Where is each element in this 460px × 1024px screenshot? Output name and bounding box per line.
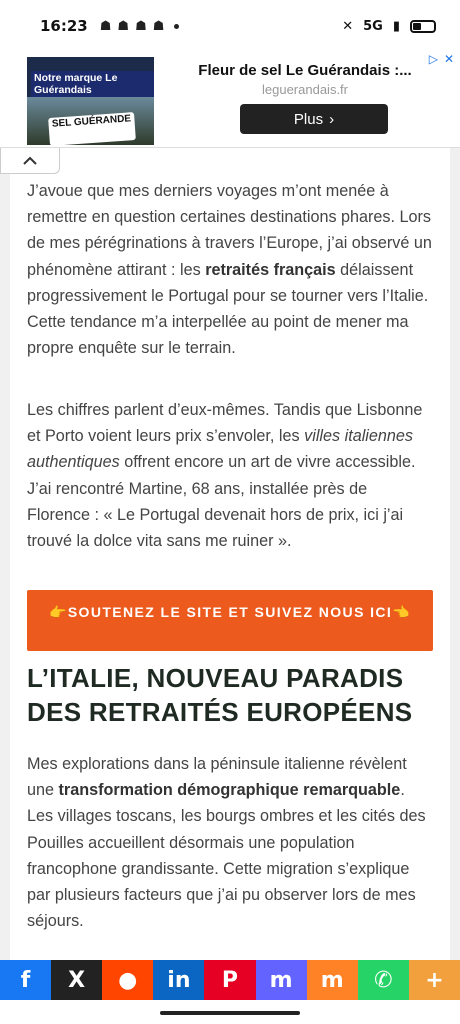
share-x-button[interactable] [51, 960, 102, 1000]
share-pinterest-button[interactable] [204, 960, 255, 1000]
notification-icon: ☗ [99, 18, 112, 34]
ad-image[interactable] [27, 57, 154, 145]
share-facebook-button[interactable] [0, 960, 51, 1000]
signal-icon: ▮ [392, 18, 400, 34]
paragraph-text: délaissent progressivement le Portugal pour se tourner vers l’Italie. Cette tendance m’a interpellée au point de mener ma propre enquête sur le terrain. [27, 260, 429, 358]
paragraph-text: Les chiffres parlent d’eux-mêmes. Tandis que Lisbonne et Porto voient leurs prix s’envoler, les [27, 401, 423, 446]
mute-icon: ✕ [342, 18, 354, 34]
pinterest-icon: P [221, 967, 239, 993]
highlight-text: transformation démographique remarquable [58, 781, 401, 800]
reddit-icon: ● [118, 967, 138, 993]
facebook-icon: f [20, 967, 31, 993]
paragraph-intro [27, 178, 432, 361]
battery-icon [410, 20, 436, 33]
paragraph-text: offrent encore un art de vivre accessible. J’ai rencontré Martine, 68 ans, installée près de Florence : « Le Portugal devenait hors de prix, ici j’ai trouvé la dolce vita sans me ruiner ». [27, 453, 416, 551]
ad-image-label: Notre marque Le Guérandais [31, 71, 154, 97]
notification-icon: ☗ [152, 18, 165, 34]
paragraph-text: . Les villages toscans, les bourgs ombres et les cités des Pouilles accueillent désormais une population francophone grandissante. Cette migration s’explique par plusieurs facteurs que j’ai pu observer lors de mes séjours. [27, 781, 426, 931]
more-notifications-icon [174, 24, 179, 29]
share-reddit-button[interactable] [102, 960, 153, 1000]
paragraph-italy [27, 751, 432, 934]
ad-choices-icon[interactable]: ▷ [428, 52, 438, 66]
linkedin-icon: in [167, 967, 191, 993]
notification-icon: ☗ [117, 18, 130, 34]
emphasis-text: villes italiennes authentiques [27, 427, 413, 472]
share-whatsapp-button[interactable] [358, 960, 409, 1000]
share-linkedin-button[interactable] [153, 960, 204, 1000]
section-heading: L’ITALIE, NOUVEAU PARADIS DES RETRAITÉS EUROPÉENS [27, 663, 413, 727]
ad-more-button[interactable] [240, 104, 388, 134]
ad-url[interactable]: leguerandais.fr [262, 82, 348, 97]
paragraph-figures [27, 397, 432, 554]
ad-close-icon[interactable]: ✕ [443, 52, 454, 66]
home-indicator[interactable] [160, 1011, 300, 1015]
x-icon: X [68, 967, 86, 993]
ad-image-product: SEL GUÉRANDE [48, 112, 136, 145]
whatsapp-icon: ✆ [374, 967, 393, 993]
notification-icon: ☗ [135, 18, 147, 34]
ad-title[interactable]: Fleur de sel Le Guérandais :... [198, 62, 412, 79]
mix-icon: m [320, 967, 344, 993]
gesture-nav-bar [0, 1000, 460, 1024]
paragraph-text: J’avoue que mes derniers voyages m’ont menée à remettre en question certaines destinations phares. Lors de mes pérégrinations à travers l’Europe, j’ai observé un phénomène attirant : les [27, 182, 432, 279]
article-content [10, 148, 450, 960]
highlight-text: retraités français [205, 260, 336, 279]
status-time: 16:23 [40, 17, 88, 35]
notification-icons [100, 19, 180, 34]
share-bar [0, 960, 460, 1000]
more-icon: + [425, 967, 444, 993]
system-icons [342, 19, 436, 34]
status-bar [0, 0, 460, 52]
share-more-button[interactable] [409, 960, 460, 1000]
mastodon-icon: m [269, 967, 293, 993]
ad-collapse-button[interactable] [0, 148, 60, 174]
paragraph-text: Mes explorations dans la péninsule italienne révèlent une [27, 755, 407, 800]
share-mix-button[interactable] [307, 960, 358, 1000]
ad-more-label: Plus [293, 110, 324, 128]
chevron-up-icon [22, 156, 38, 166]
network-label: 5G [363, 18, 383, 34]
support-site-button[interactable]: 👉SOUTENEZ LE SITE ET SUIVEZ NOUS ICI👈 [27, 590, 433, 651]
share-mastodon-button[interactable] [256, 960, 307, 1000]
chevron-right-icon: › [329, 110, 335, 128]
